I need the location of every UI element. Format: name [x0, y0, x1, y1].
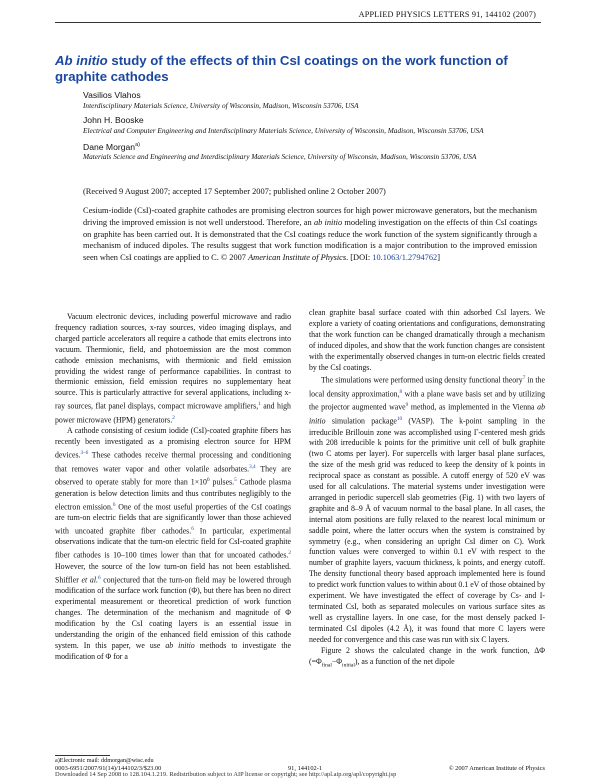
- author-name: [83, 115, 553, 126]
- abstract-text: . [DOI:: [346, 253, 373, 263]
- author-block: [83, 115, 553, 136]
- ref-link[interactable]: 1: [258, 401, 261, 408]
- doi-link[interactable]: 10.1063/1.2794762: [372, 253, 438, 263]
- paragraph: The simulations were performed using density functional theory$^7$ in the local density approximation,$^8$ with a plane wave basis set and by utilizing the projector augmented wave$^9$ method, as implemented in the Vienna ab initio simulation package$^{10}$ (VASP). The k-point sampling in the irreducible Brillouin zone was accomplished using Γ-centered mesh grids with 208 irreducible k points for the primitive unit cell of bulk graphite (two C atoms per layer). For supercells with larger basal plane surfaces, the size of the mesh grid was reduced to keep the density of k points in reciprocal space as constant as possible. A cutoff energy of 520 eV was used for all calculations. The material systems under investigation were arranged in periodic supercell slab geometries (Fig. 1) with two layers of graphite and 8–9 Å of vacuum normal to the basal plane. In all cases, the internal atom positions are fully relaxed to the nearest local minimum or saddle point, where the latter occurs when the system is constrained by symmetry (e.g., when considering an upright CsI dimer on C). Work function values were converged to within 0.1 eV with respect to the number of graphite layers, vacuum thickness, k points, and energy cutoff. The density functional theory based approach implemented here is found to predict work function values to within about 0.1 eV of those obtained by experiment. We have investigated the effect of coverage by Cs- and I-terminated CsI, both as separated molecules on various surface sites as well as crystalline layers. In one case, for the most densely packed I-terminated CsI dipoles (4.2 Å), it was found that more C layers were needed for convergence and this case was run with six C layers.: [309, 375, 546, 644]
- article-title: [55, 53, 535, 84]
- ref-link[interactable]: 2: [288, 550, 291, 557]
- ref-link[interactable]: 10: [396, 415, 403, 422]
- ref-link[interactable]: 7: [522, 375, 526, 382]
- author-name: [83, 140, 553, 153]
- paragraph: A cathode consisting of cesium iodide (CsI)-coated graphite fibers has recently been investigated as a promising electron source for HPM devices.$^{3-6}$ These cathodes receive thermal processing and conditioning that removes water vapor and other volatile adsorbates.$^{3,4}$ They are observed to operate stably for more than $1\times 10^6$ pulses.$^5$ Cathode plasma generation is below detection limits and thus contributes negligibly to the electron emission.$^6$ One of the most useful properties of the CsI coatings are turn-on electric fields that are significantly lower than those achieved with uncoated graphite fiber cathodes.$^6$ In particular, experimental observations indicate that the turn-on electric field for CsI-coated graphite fiber cathodes is 10–100 times lower than that for uncoated cathodes.$^2$ However, the source of the low turn-on field has not been established. Shiffler et al.$^6$ conjectured that the turn-on field may be lowered through modification of the surface work function (Φ), but there has been no direct experimental measurement or theoretical prediction of work function changes. The determination of the mechanism and magnitude of Φ modification by the CsI coating layers is an essential issue in understanding the origin of the enhanced field emission of this cathode system. In this paper, we use ab initio methods to investigate the modification of Φ for a: [55, 426, 292, 661]
- header-rule: [55, 22, 541, 23]
- author-block: [83, 140, 553, 163]
- paragraph: Vacuum electronic devices, including powerful microwave and radio frequency radiation sources, x-ray sources, video imaging displays, and charged particle accelerators all require a cathode that emits electrons into vacuum. Thermionic, field, and photoemission are the most common cathode emission mechanisms, with thermionic and field emission providing the widest range of performance capabilities. In contrast to thermionic emission, field emission requires no supplementary heat source. This is particularly attractive for several applications, including x-ray sources, flat panel displays, compact microwave amplifiers,$^1$ and high power microwave (HPM) generators.$^2$: [55, 312, 291, 425]
- author-block: [83, 90, 553, 111]
- footer-page: 91, 144102-1: [287, 765, 323, 772]
- author-name-text: Dane Morgan: [83, 141, 136, 152]
- ref-link[interactable]: 9: [405, 402, 409, 409]
- ref-link[interactable]: 8: [399, 388, 403, 395]
- left-column: [55, 312, 291, 663]
- abstract-italic: American Institute of Physics: [248, 253, 347, 263]
- title-rest: study of the effects of thin CsI coatings on the work function of graphite cathodes: [55, 53, 508, 84]
- abstract-italic: ab initio: [313, 217, 343, 227]
- author-name: [83, 90, 553, 101]
- author-name-text: John H. Booske: [83, 114, 144, 125]
- ref-link[interactable]: 5: [234, 477, 237, 484]
- footnote: a)Electronic mail: ddmorgan@wisc.edu: [55, 757, 154, 764]
- footer-issn: 0003-6951/2007/91(14)/144102/3/$23.00: [55, 765, 162, 772]
- ref-link[interactable]: 2: [172, 414, 175, 421]
- author-affiliation: Electrical and Computer Engineering and Interdisciplinary Materials Science, University of Wisconsin, Madison, Wisconsin 53706, USA: [83, 125, 484, 135]
- exponent: 6: [206, 477, 210, 484]
- author-name-text: Vasilios Vlahos: [83, 90, 141, 100]
- abstract-text: Cesium-iodide (CsI)-coated graphite cathodes are promising electron sources for high power microwave generators, but the mechanism driving the improved emission is not well understood. Therefore, an: [83, 206, 537, 227]
- ref-link[interactable]: 6: [112, 501, 116, 508]
- ref-link[interactable]: 6: [191, 525, 194, 532]
- author-affiliation: Interdisciplinary Materials Science, University of Wisconsin, Madison, Wisconsin 53706, USA: [83, 101, 359, 110]
- author-affiliation: Materials Science and Engineering and Interdisciplinary Materials Science, University of Wisconsin, Madison, Wisconsin 53706, USA: [83, 152, 477, 162]
- abstract: [83, 205, 537, 264]
- author-footnote-mark[interactable]: a): [135, 141, 140, 148]
- ref-link[interactable]: 3,4: [249, 463, 256, 470]
- paragraph: Figure 2 shows the calculated change in the work function, ΔΦ $(=\Phi_{final}-\Phi_{initial})$, as a function of the net dipole: [309, 645, 545, 669]
- paragraph: clean graphite basal surface coated with thin adsorbed CsI layers. We explore a variety of coating orientations and configurations, demonstrating that the work function can be changed dramatically through a mechanism of induced dipoles, and show that the work function changes are consistent with the experimentally observed changes in turn-on electric fields created by the CsI coatings.: [309, 308, 545, 372]
- footnote-rule: [55, 755, 110, 756]
- ref-link[interactable]: 6: [98, 574, 101, 581]
- abstract-text: modeling investigation on the effects of thin CsI coatings on graphite has been carried out. It is demonstrated that the CsI coatings reduce the work function of the system significantly through a mechanism of induced dipoles. The results suggest that work function modification is a major contribution to the improved emission seen when CsI coatings are applied to C. © 2007: [83, 217, 538, 263]
- ref-link[interactable]: 3–6: [80, 450, 89, 457]
- journal-header: APPLIED PHYSICS LETTERS 91, 144102 (2007): [358, 10, 536, 19]
- right-column: [309, 308, 545, 671]
- author-list: [83, 90, 553, 166]
- received-dates: (Received 9 August 2007; accepted 17 September 2007; published online 2 October 2007): [83, 187, 386, 196]
- footer-copyright: © 2007 American Institute of Physics: [448, 765, 545, 772]
- title-ab-initio: Ab initio: [55, 53, 108, 68]
- abstract-text: ]: [437, 253, 440, 263]
- download-notice: Downloaded 14 Sep 2008 to 128.104.1.219. Redistribution subject to AIP license or copyright; see http://apl.aip.org/apl/copyright.jsp: [55, 771, 397, 778]
